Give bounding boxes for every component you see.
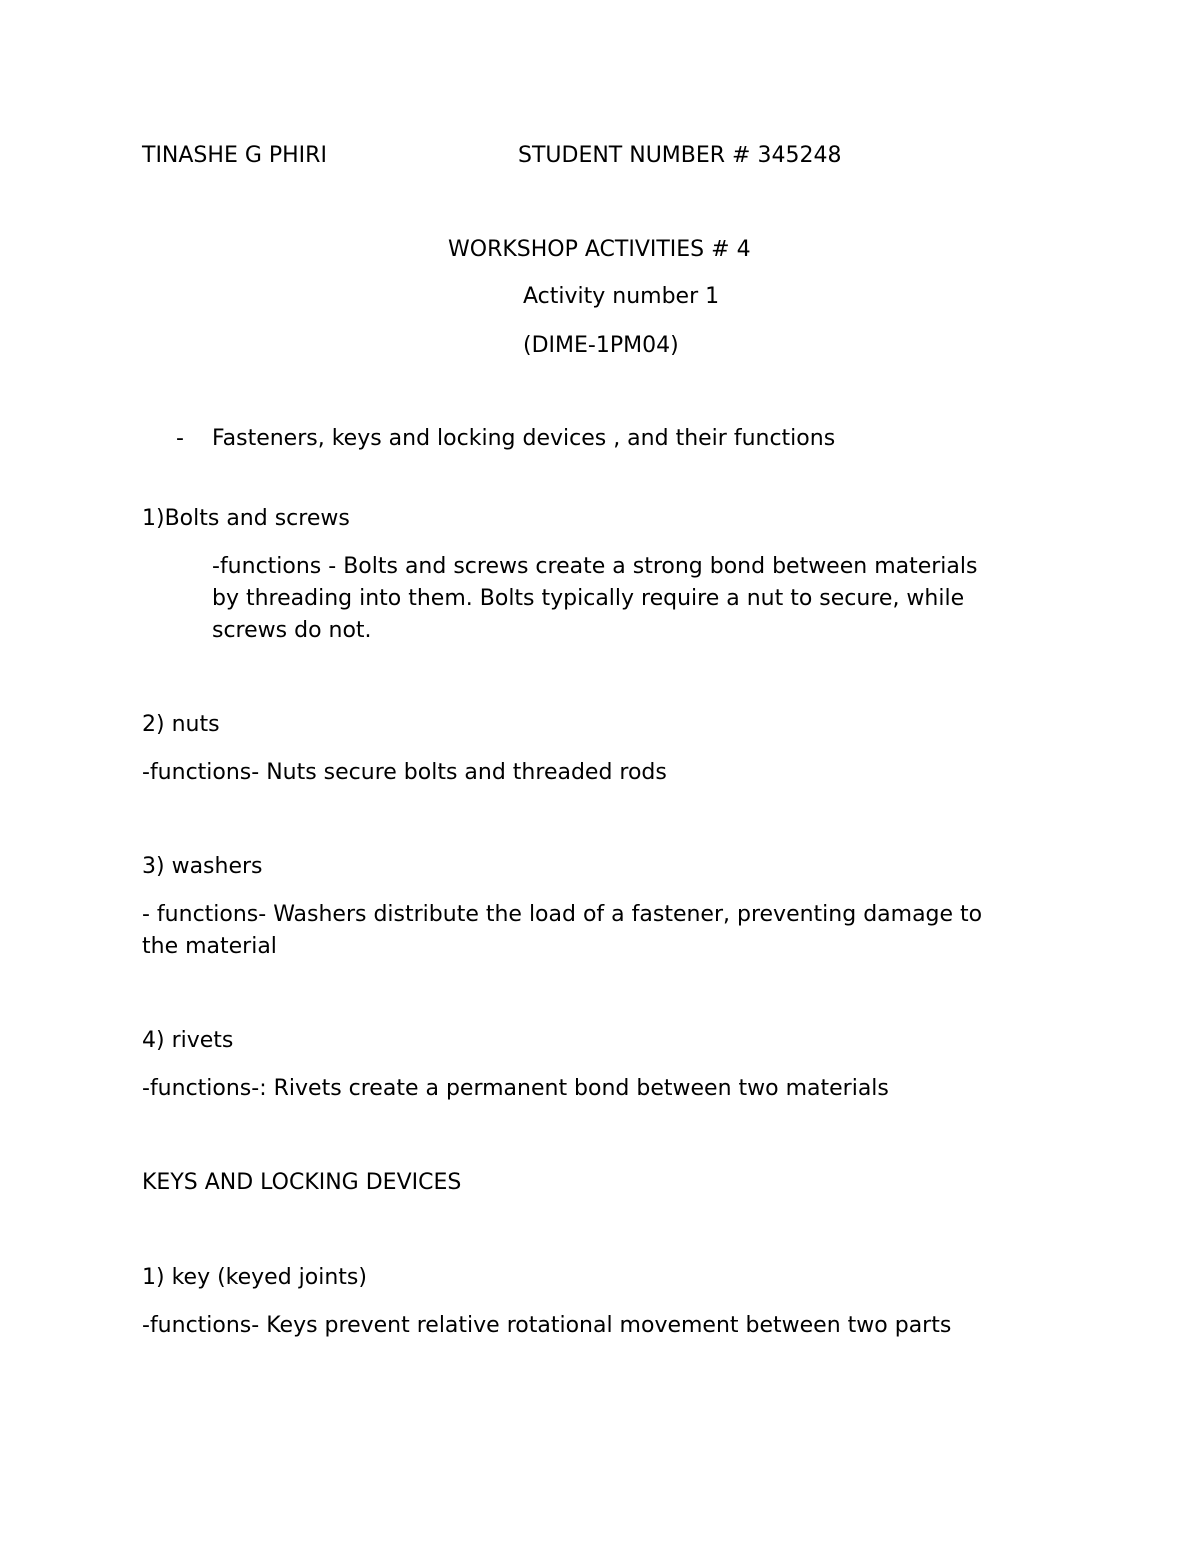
key-heading: 1) key (keyed joints) [142,1265,367,1290]
student-name: TINASHE G PHIRI [142,143,327,168]
topic-text: Fasteners, keys and locking devices , and their functions [212,426,836,451]
fastener-heading-bolts: 1)Bolts and screws [142,506,350,531]
fastener-function-line: the material [142,934,277,959]
fastener-heading-washers: 3) washers [142,854,263,879]
fastener-function-line: -functions - Bolts and screws create a strong bond between materials [212,554,978,579]
activity-number: Activity number 1 [523,284,720,309]
fastener-function-line: screws do not. [212,618,372,643]
course-code: (DIME-1PM04) [523,333,679,358]
document-title: WORKSHOP ACTIVITIES # 4 [448,237,751,262]
student-number: STUDENT NUMBER # 345248 [518,143,842,168]
fastener-function-line: by threading into them. Bolts typically require a nut to secure, while [212,586,965,611]
key-function-line: -functions- Keys prevent relative rotational movement between two parts [142,1313,952,1338]
section-heading-keys: KEYS AND LOCKING DEVICES [142,1170,462,1195]
fastener-function-line: -functions- Nuts secure bolts and threaded rods [142,760,667,785]
fastener-heading-rivets: 4) rivets [142,1028,234,1053]
fastener-function-line: -functions-: Rivets create a permanent bond between two materials [142,1076,889,1101]
fastener-heading-nuts: 2) nuts [142,712,220,737]
fastener-function-line: - functions- Washers distribute the load of a fastener, preventing damage to [142,902,983,927]
topic-bullet: - [176,426,184,451]
